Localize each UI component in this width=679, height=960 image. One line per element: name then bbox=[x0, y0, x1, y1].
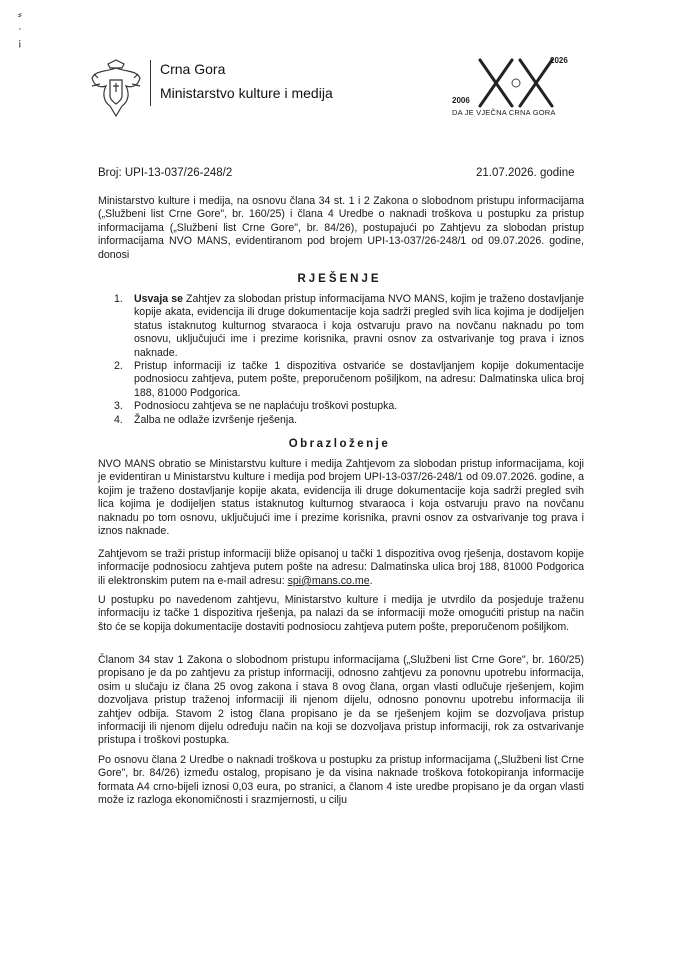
ministry-name: Ministarstvo kulture i medija bbox=[160, 85, 333, 101]
document-date: 21.07.2026. godine bbox=[476, 167, 575, 179]
decision-item-text: Podnosiocu zahtjeva se ne naplaćuju troškovi postupka. bbox=[134, 400, 398, 413]
reasoning-p2-end: . bbox=[369, 574, 373, 587]
decision-item-number: 4. bbox=[114, 413, 123, 426]
decision-item-number: 1. bbox=[114, 293, 123, 305]
email-link[interactable]: spi@mans.co.me bbox=[287, 574, 370, 587]
reasoning-paragraph-4: Članom 34 stav 1 Zakona o slobodnom pristupu informacijama („Službeni list Crne Gore", br. 160/25) propisano je da po zahtjevu za pristup informaciji, odnosno zahtjevu za ponovnu upotrebu informacija, osim u slučaju iz člana 25 ovog zakona i stava 8 ovog člana, organ vlasti odlučuje rješenjem, kojim dozvoljava pristup traženoj informaciji ili njenom dijelu, odnosno ponovnu upotrebu informacija ili zahtjev odbija. Stavom 2 istog člana propisano je da se rješenjem kojim se dozvoljava pristup informaciji ili njenom dijelu određuju način na koji se dozvoljava pristup informaciji, rok za ostvarivanje pristupa i troškovi postupka. bbox=[98, 654, 584, 747]
reasoning-paragraph-1: NVO MANS obratio se Ministarstvu kulture i medija Zahtjevom za slobodan pristup informacijama, koji je evidentiran u Ministarstvu kulture i medija pod brojem UPI-13-037/26-248/1 od 09.07.2026. godine, a kojim je traženo dostavljanje kopije akata, evidencija ili druge dokumentacije koja sadrži pregled svih lica kojima je dodijeljen status istaknutog kulturnog stvaraoca i koja ostvaruju pravo na novčanu naknadu po tom osnovu, uključujući ime i prezime korisnika, pravni osnov za ostvarivanje tog prava i iznos naknade. bbox=[98, 458, 584, 538]
montenegro-coat-of-arms-icon bbox=[88, 58, 144, 120]
org-name: Crna Gora bbox=[160, 61, 226, 77]
decision-heading: RJEŠENJE bbox=[297, 273, 382, 285]
decision-item bbox=[112, 293, 584, 360]
decision-item-text: Žalba ne odlaže izvršenje rješenja. bbox=[134, 413, 298, 426]
reasoning-paragraph-2 bbox=[98, 548, 584, 588]
decision-item-number: 3. bbox=[114, 400, 123, 413]
reasoning-paragraph-3: U postupku po navedenom zahtjevu, Ministarstvo kulture i medija je utvrdilo da posjeduje traženu informaciju iz tačke 1 dispozitiva rješenja, pa nalazi da se informaciji može omogućiti pristup na način što će se kopija dokumentacije dostaviti podnosiocu zahtjeva putem pošte, preporučenom pošiljkom. bbox=[98, 594, 584, 633]
anniversary-year-end: 2026 bbox=[550, 56, 568, 65]
decision-item bbox=[112, 400, 584, 413]
decision-item bbox=[112, 360, 584, 400]
header-divider bbox=[150, 60, 151, 106]
intro-paragraph: Ministarstvo kulture i medija, na osnovu člana 34 st. 1 i 2 Zakona o slobodnom pristupu informacijama („Službeni list Crne Gore", br. 160/25) i člana 4 Uredbe o naknadi troškova u postupku za pristup informacijama („Službeni list Crne Gore", br. 84/26), postupajući po Zahtjevu za slobodan pristup informacijama NVO MANS, evidentiranom pod brojem UPI-13-037/26-248/1 od 09.07.2026. godine, donosi bbox=[98, 195, 584, 261]
reasoning-heading: Obrazloženje bbox=[288, 438, 391, 450]
reference-number: Broj: UPI-13-037/26-248/2 bbox=[98, 167, 233, 179]
decision-list bbox=[112, 293, 584, 427]
decision-item-text: Zahtjev za slobodan pristup informacijama NVO MANS, kojim je traženo dostavljanje kopije akata, evidencija ili druge dokumentacije koja sadrži pregled svih lica kojima je dodijeljen status istaknutog kulturnog stvaraoca i koja ostvaruju pravo na novčanu naknadu po tom osnovu, uključujući ime i prezime korisnika, pravni osnov za ostvarivanje tog prava i iznos naknade. bbox=[134, 293, 584, 359]
scan-artifact-marks: ⸗ · ¡ bbox=[18, 9, 22, 49]
decision-item-lead: Usvaja se bbox=[134, 293, 183, 305]
reasoning-paragraph-5: Po osnovu člana 2 Uredbe o naknadi troškova u postupku za pristup informacijama („Službeni list Crne Gore", br. 84/26) između ostalog, propisano je da visina naknade troškova fotokopiranja informacije formata A4 crno-bijeli iznosi 0,03 eura, po stranici, a članom 4 iste uredbe propisano je da organ vlasti može iz razloga ekonomičnosti i srazmjernosti, u cilju bbox=[98, 754, 584, 807]
decision-item bbox=[112, 414, 584, 427]
decision-item-number: 2. bbox=[114, 360, 123, 373]
anniversary-year-start: 2006 bbox=[452, 96, 470, 105]
decision-item-text: Pristup informaciji iz tačke 1 dispozitiva ostvariće se dostavljanjem kopije dokumentacije podnosiocu zahtjeva, putem pošte, preporučenom pošiljkom, na adresu: Dalmatinska ulica broj 188, 81000 Podgorica. bbox=[134, 360, 584, 399]
anniversary-slogan: DA JE VJEČNA CRNA GORA bbox=[452, 108, 556, 117]
reasoning-p2-text: Zahtjevom se traži pristup informaciji bliže opisanoj u tački 1 dispozitiva ovog rješenja, dostavom kopije informacije podnosiocu zahtjeva putem pošte na adresu: Dalmatinska ulica broj 188, 81000 Podgorica ili elektronskim putem na e-mail adresu: bbox=[98, 548, 584, 587]
